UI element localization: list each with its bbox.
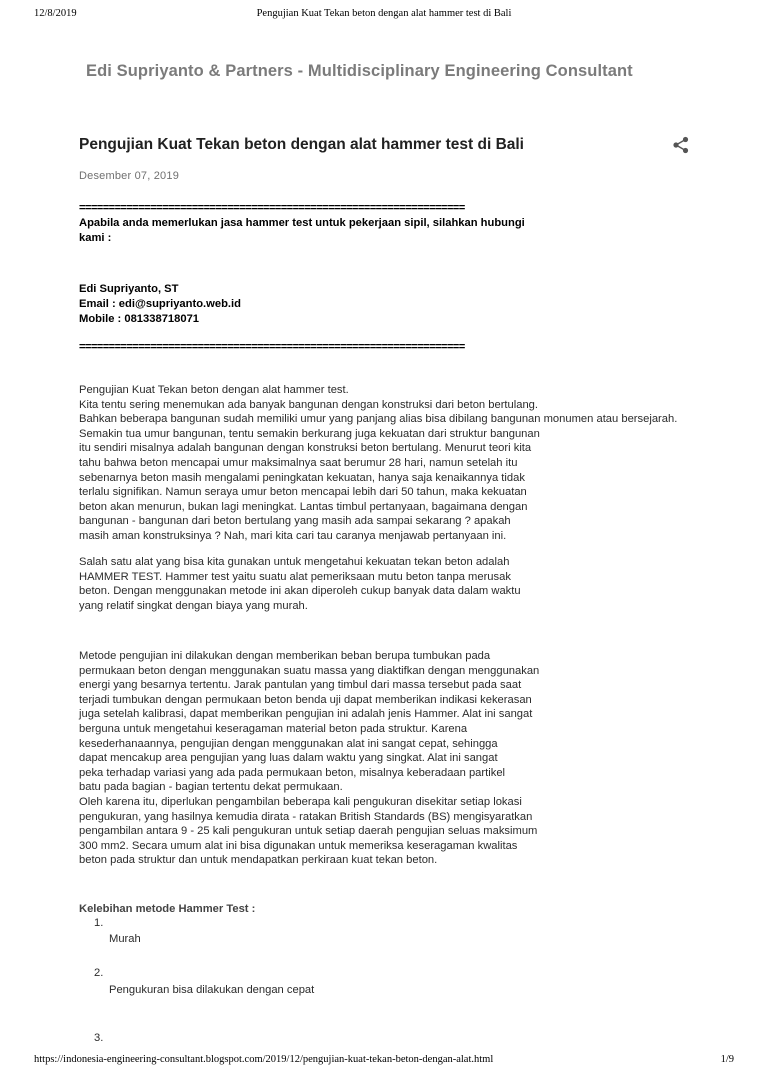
text-line: juga setelah kalibrasi, dapat memberikan pengujian ini adalah jenis Hammer. Alat ini sangat — [79, 708, 533, 721]
text-line: batu pada bagian - bagian tertentu dekat permukaan. — [79, 781, 343, 794]
contact-email[interactable]: Email : edi@supriyanto.web.id — [79, 298, 241, 310]
paragraph-method — [79, 649, 768, 868]
page-number: 1/9 — [720, 1054, 734, 1065]
text-line: Pengujian Kuat Tekan beton dengan alat hammer test. — [79, 384, 349, 396]
text-line: pengambilan antara 9 - 25 kali pengukuran untuk setiap daerah pengujian seluas maksimum — [79, 825, 538, 838]
text-line: peka terhadap variasi yang ada pada permukaan beton, misalnya keberadaan partikel — [79, 766, 506, 779]
paragraph-hammer-test — [79, 555, 768, 613]
post-title: Pengujian Kuat Tekan beton dengan alat hammer test di Bali — [79, 136, 524, 153]
print-url: https://indonesia-engineering-consultant.blogspot.com/2019/12/pengujian-kuat-tekan-beton-dengan-alat.html — [34, 1054, 494, 1065]
text-line: permukaan beton dengan menggunakan suatu massa yang diaktifkan dengan menggunakan — [79, 664, 540, 677]
text-line: dapat mencakup area pengujian yang luas dalam waktu yang singkat. Alat ini sangat — [79, 752, 498, 765]
text-line: tahu bahwa beton mencapai umur maksimalnya saat berumur 28 hari, namun setelah itu — [79, 456, 518, 469]
print-footer — [0, 1054, 768, 1068]
advantages-heading: Kelebihan metode Hammer Test : — [79, 903, 256, 915]
contact-intro — [79, 201, 599, 246]
print-header — [0, 8, 768, 22]
separator — [79, 340, 599, 355]
text-line: beton pada struktur dan untuk mendapatkan perkiraan kuat tekan beton. — [79, 854, 438, 867]
contact-mobile: Mobile : 081338718071 — [79, 313, 200, 325]
intro-line: kami : — [79, 232, 112, 244]
separator-rule: ================================================================= — [79, 341, 465, 353]
contact-details — [79, 282, 599, 327]
text-line: energi yang besarnya tertentu. Jarak pantulan yang timbul dari massa tersebut pada saat — [79, 679, 522, 692]
text-line: berguna untuk mengetahui keseragaman material beton pada struktur. Karena — [79, 722, 468, 735]
text-line: Salah satu alat yang bisa kita gunakan untuk mengetahui kekuatan tekan beton adalah — [79, 556, 510, 568]
text-line: yang relatif singkat dengan biaya yang murah. — [79, 599, 308, 612]
print-title: Pengujian Kuat Tekan beton dengan alat hammer test di Bali — [256, 8, 512, 19]
text-line: Metode pengujian ini dilakukan dengan memberikan beban berupa tumbukan pada — [79, 650, 491, 662]
text-line: masih aman konstruksinya ? Nah, mari kita cari tau caranya menjawab pertanyaan ini. — [79, 529, 507, 542]
text-line: beton akan menurun, bukan lagi meningkat. Lantas timbul pertanyaan, bagaimana dengan — [79, 500, 528, 513]
text-line: bangunan - bangunan dari beton bertulang yang masih ada sampai sekarang ? apakah — [79, 515, 511, 528]
text-line: terjadi tumbukan dengan permukaan beton benda uji dapat memberikan indikasi kekerasan — [79, 693, 532, 706]
share-icon[interactable] — [672, 136, 690, 154]
list-number: 2. — [94, 967, 104, 979]
list-item: Murah — [109, 933, 141, 945]
text-line: Oleh karena itu, diperlukan pengambilan beberapa kali pengukuran disekitar setiap lokasi — [79, 795, 522, 808]
text-line: Kita tentu sering menemukan ada banyak bangunan dengan konstruksi dari beton bertulang. — [79, 398, 539, 411]
text-line: Semakin tua umur bangunan, tentu semakin berkurang juga kekuatan dari struktur bangunan — [79, 427, 540, 440]
text-line: Bahkan beberapa bangunan sudah memiliki umur yang panjang alias bisa dibilang bangunan monumen atau bersejarah. — [79, 413, 678, 426]
list-number: 3. — [94, 1032, 104, 1044]
print-date: 12/8/2019 — [34, 8, 77, 19]
text-line: terlalu signifikan. Namun seraya umur beton mencapai lebih dari 50 tahun, maka kekuatan — [79, 486, 527, 499]
text-line: kesederhanaannya, pengujian dengan menggunakan alat ini sangat cepat, sehingga — [79, 737, 498, 750]
paragraph-intro — [79, 383, 768, 544]
intro-line: Apabila anda memerlukan jasa hammer test untuk pekerjaan sipil, silahkan hubungi — [79, 217, 525, 229]
separator-rule: ================================================================= — [79, 202, 465, 214]
text-line: sebenarnya beton masih mengalami peningkatan kekuatan, hanya saja kenaikannya tidak — [79, 471, 525, 484]
list-item: Pengukuran bisa dilakukan dengan cepat — [109, 984, 315, 996]
text-line: pengukuran, yang hasilnya kemudia dirata - ratakan British Standards (BS) mengisyaratkan — [79, 810, 533, 823]
list-number: 1. — [94, 917, 104, 929]
text-line: HAMMER TEST. Hammer test yaitu suatu alat pemeriksaan mutu beton tanpa merusak — [79, 570, 511, 583]
text-line: itu sendiri misalnya adalah bangunan dengan konstruksi beton bertulang. Menurut teori kita — [79, 442, 532, 455]
text-line: 300 mm2. Secara umum alat ini bisa digunakan untuk memeriksa keseragaman kwalitas — [79, 839, 518, 852]
blog-title[interactable]: Edi Supriyanto & Partners - Multidisciplinary Engineering Consultant — [86, 62, 633, 80]
text-line: beton. Dengan menggunakan metode ini akan diperoleh cukup banyak data dalam waktu — [79, 585, 521, 598]
contact-name: Edi Supriyanto, ST — [79, 283, 179, 295]
post-date: Desember 07, 2019 — [79, 170, 180, 182]
